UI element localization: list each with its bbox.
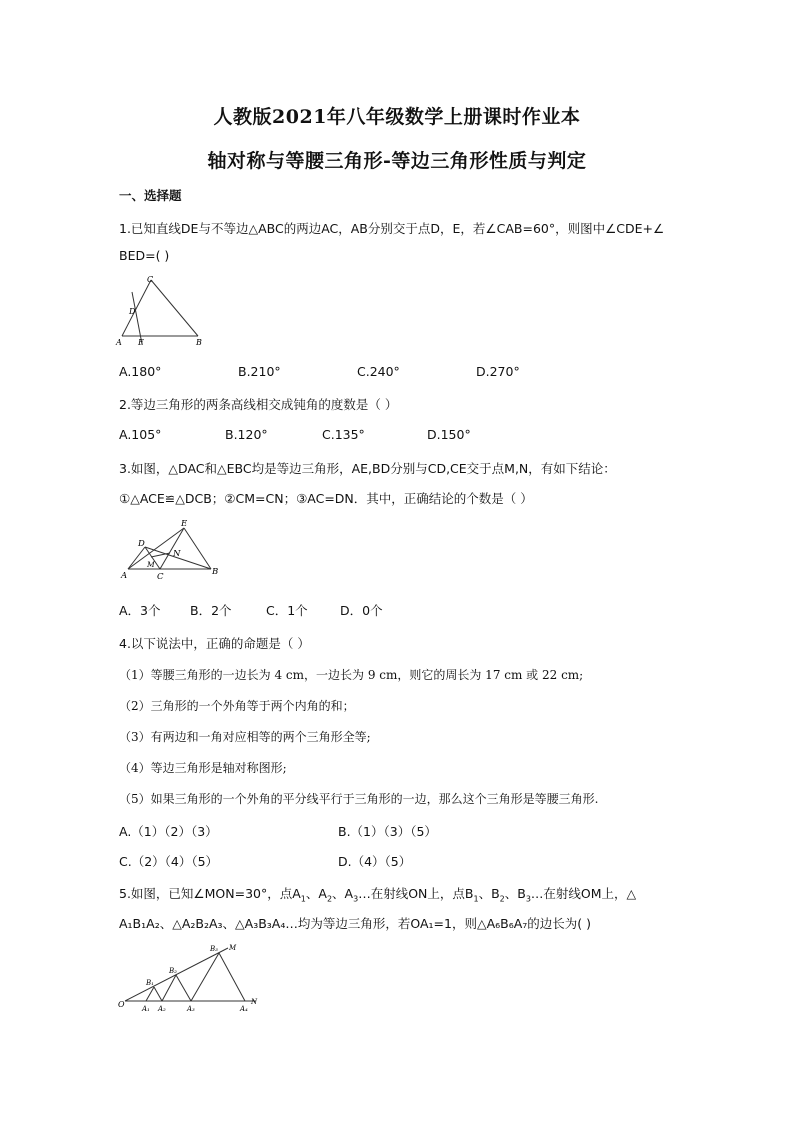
q1-text-line1: 1.已知直线DE与不等边△ABC的两边AC，AB分别交于点D，E，若∠CAB=60°，则图中∠CDE+∠ [119, 221, 665, 236]
q4-text: 4.以下说法中，正确的命题是（ ） [119, 636, 310, 651]
q5-label-a3: A₃ [187, 1005, 195, 1013]
q5-text-line2: A₁B₁A₂、△A₂B₂A₃、△A₃B₃A₄…均为等边三角形，若OA₁=1，则△A₆B₆A₇的边长为( ) [119, 916, 592, 931]
q5-segment-b2a3 [176, 975, 191, 1001]
q3-segment-eb [184, 528, 211, 569]
q4-option-a[interactable]: A.（1）（2）（3） [119, 824, 218, 839]
q5-label-n: N [251, 998, 258, 1006]
q3-option-d[interactable]: D．0个 [340, 603, 383, 618]
q5-label-b1: B₁ [146, 979, 154, 987]
q3-label-c: C [157, 572, 164, 582]
q5-sub: 3 [525, 894, 531, 904]
q1-segment-cb [151, 280, 198, 336]
q5-sub: 2 [326, 894, 333, 904]
q1-text-line2: BED=( ) [119, 248, 170, 263]
q1-option-b[interactable]: B.210° [238, 364, 281, 379]
q1-label-d: D [129, 307, 136, 316]
q2-option-b[interactable]: B.120° [225, 427, 268, 442]
q5-sub: 1 [473, 894, 479, 904]
q3-label-a: A [121, 571, 128, 581]
q3-label-e: E [181, 519, 188, 529]
q3-label-d: D [138, 539, 145, 549]
q5-figure [116, 940, 266, 1018]
q3-text-line1: 3.如图，△DAC和△EBC均是等边三角形，AE,BD分别与CD,CE交于点M,N，有如下结论： [119, 461, 616, 476]
page-subtitle: 轴对称与等腰三角形-等边三角形性质与判定 [207, 150, 587, 172]
q2-option-a[interactable]: A.105° [119, 427, 162, 442]
q4-statement-2: （2）三角形的一个外角等于两个内角的和； [119, 699, 355, 713]
q1-segment-ac [122, 280, 151, 336]
q5-line1-part: 、B [478, 886, 500, 901]
q2-option-d[interactable]: D.150° [427, 427, 471, 442]
q1-label-b: B [196, 338, 202, 347]
q5-segment-b3a4 [219, 953, 245, 1001]
q5-segment-b1a2 [154, 987, 162, 1001]
q4-option-b[interactable]: B.（1）（3）（5） [338, 824, 437, 839]
q1-label-c: C [147, 275, 154, 284]
q5-sub: 3 [353, 894, 359, 904]
q5-label-a4: A₄ [240, 1005, 248, 1013]
q3-option-b[interactable]: B．2个 [190, 603, 232, 618]
q1-option-a[interactable]: A.180° [119, 364, 162, 379]
q5-line1-part: 、A [332, 886, 354, 901]
q4-option-c[interactable]: C.（2）（4）（5） [119, 854, 219, 869]
q3-label-m: M [147, 560, 155, 569]
q5-line1-part: 5.如图，已知∠MON=30°，点A [119, 886, 301, 901]
q5-label-b2: B₂ [169, 967, 177, 975]
q1-label-e: E [138, 338, 144, 347]
q3-option-a[interactable]: A．3个 [119, 603, 161, 618]
q5-sub: 1 [300, 894, 306, 904]
q5-line1-part: 、B [504, 886, 526, 901]
q3-figure [118, 516, 228, 582]
q5-label-o: O [118, 1000, 125, 1009]
q4-statement-1: （1）等腰三角形的一边长为 4 cm，一边长为 9 cm，则它的周长为 17 cm 或 22 cm; [119, 668, 584, 682]
q5-sub: 2 [499, 894, 505, 904]
q2-text: 2.等边三角形的两条高线相交成钝角的度数是（ ） [119, 397, 398, 412]
q1-label-a: A [116, 338, 122, 347]
q5-text-line1 [119, 884, 636, 904]
q2-option-c[interactable]: C.135° [322, 427, 365, 442]
q5-line1-part: …在射线ON上，点B [358, 886, 474, 901]
q5-label-a1: A₁ [142, 1005, 150, 1013]
q4-statement-5: （5）如果三角形的一个外角的平分线平行于三角形的一边，那么这个三角形是等腰三角形. [119, 792, 599, 806]
q5-label-b3: B₃ [210, 945, 218, 953]
page-title: 人教版2021年八年级数学上册课时作业本 [213, 106, 581, 128]
q1-option-d[interactable]: D.270° [476, 364, 520, 379]
q4-option-d[interactable]: D.（4）（5） [338, 854, 412, 869]
q3-text-line2: ①△ACE≌△DCB；②CM=CN；③AC=DN．其中，正确结论的个数是（ ） [119, 491, 533, 506]
q3-option-c[interactable]: C．1个 [266, 603, 308, 618]
q4-statement-3: （3）有两边和一角对应相等的两个三角形全等; [119, 730, 371, 744]
q5-line1-part: …在射线OM上，△ [530, 886, 637, 901]
section-heading: 一、选择题 [119, 188, 182, 203]
q4-statement-4: （4）等边三角形是轴对称图形; [119, 761, 287, 775]
q3-label-n: N [173, 549, 181, 559]
q1-figure [115, 272, 210, 350]
q3-label-b: B [212, 567, 219, 577]
q5-label-a2: A₂ [158, 1005, 166, 1013]
q1-option-c[interactable]: C.240° [357, 364, 400, 379]
q5-label-m: M [229, 944, 237, 952]
q5-line1-part: 、A [305, 886, 327, 901]
